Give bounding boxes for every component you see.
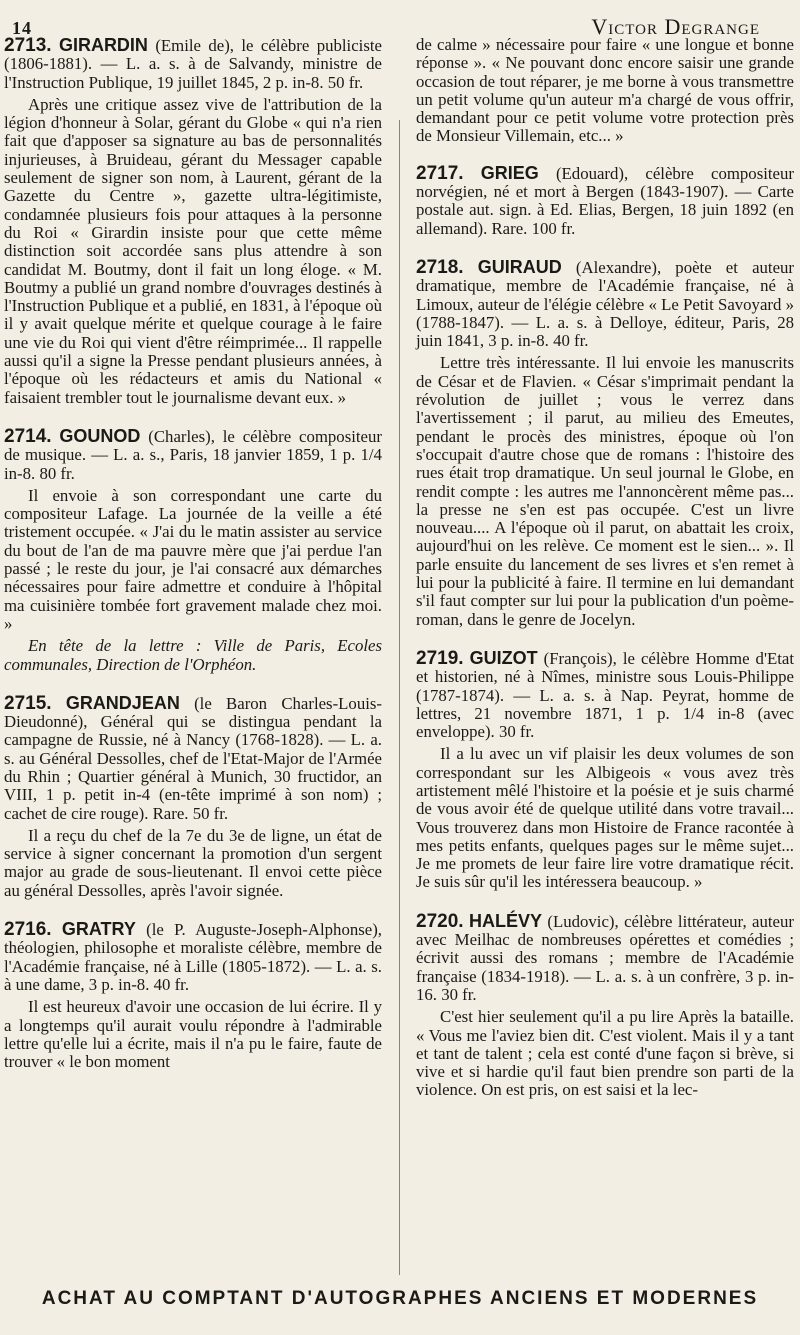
entry-heading: [4, 694, 382, 823]
entry-body: Il a lu avec un vif plaisir les deux volumes de son correspondant sur les Albigeois « vous avez très artistement mêlé l'histoire et la poésie et je suis charmé de vous avoir été de quelque utilité dans votre travail... Vous trouverez dans mon Histoire de France racontée à mes petits enfants, quelques pages sur le même sujet... Je me promets de leur faire lire votre dramatique récit. Je suis sûr qu'il les intéressera beaucoup. »: [416, 744, 794, 892]
entry-description: (François), le célèbre Homme d'Etat et historien, né à Nîmes, ministre sous Louis-Philippe (1787-1874). — L. a. s. à Nap. Peyrat, homme de lettres, 21 novembre 1871, 1 p. 1/4 in-8 (avec enveloppe).: [416, 648, 794, 742]
entry-number: 2718.: [416, 256, 464, 278]
entry-body: C'est hier seulement qu'il a pu lire Après la bataille. « Vous me l'aviez bien dit. C'est violent. Mais il y a tant et tant de talent ; cela est conté d'une façon si brève, si vive et si hardie qu'il faut bien prendre son parti de la violence. On est pris, on est saisi et la lec-: [416, 1007, 794, 1100]
entry-number: 2716.: [4, 919, 52, 941]
entry-price: 30 fr.: [441, 984, 477, 1004]
left-column: [4, 36, 382, 1091]
entry-description: (le P. Auguste-Joseph-Alphonse), théologien, philosophe et moraliste célèbre, membre de l'Académie française, né à Lille (1805-1872). — L. a. s. à une dame, 3 p. in-8.: [4, 920, 382, 994]
entry-body: Il envoie à son correspondant une carte du compositeur Lafage. La journée de la veille a été tristement occupée. « J'ai du le matin assister au service du bout de l'an de ma pauvre mère que j'ai perdue l'an passé ; le reste du jour, je l'ai consacré aux démarches nécessaires pour faire admettre et conduire à l'hôpital ma cuisinière tombée fort gravement malade chez moi. »: [4, 485, 382, 633]
entry-name: GIRARDIN: [58, 35, 148, 55]
entry-number: 2714.: [4, 425, 52, 447]
entry-description: (Ludovic), célèbre littérateur, auteur avec Meilhac de nombreuses opérettes et comédies ; écrivit aussi des romans ; membre de l'Académie française (1834-1918). — L. a. s. à un confrère, 3 p. in-16.: [416, 911, 794, 1004]
catalog-entry-2719: [416, 649, 794, 892]
entry-description: (Emile de), le célèbre publiciste (1806-1881). — L. a. s. à de Salvandy, ministre de l'Instruction Publique, 19 juillet 1845, 2 p. in-8.: [4, 36, 382, 92]
entry-heading: [4, 427, 382, 483]
entry-description: (Charles), le célèbre compositeur de musique. — L. a. s., Paris, 18 janvier 1859, 1 p. 1/4 in-8.: [4, 426, 382, 483]
right-column: [416, 36, 794, 1120]
page-footer: ACHAT AU COMPTANT D'AUTOGRAPHES ANCIENS ET MODERNES: [41, 1288, 759, 1309]
entry-heading: [416, 164, 794, 238]
entry-price: 40 fr.: [153, 974, 190, 994]
entry-heading: [416, 258, 794, 350]
entry-body: Lettre très intéressante. Il lui envoie les manuscrits de César et de Flavien. « César s'imprimait pendant la révolution de juillet ; vous le verrez dans l'avertissement ; il parut, au milieu des Emeutes, pendant le procès des ministres, époque où l'on s'occupait d'autre chose que de romans : l'histoire des rues était trop dramatique. Un seul journal le Globe, en rendit compte : les autres me l'annoncèrent même pas... la presse ne s'en est pas occupée. C'est un livre nouveau.... A l'époque où il parut, on abattait les croix, aujourd'hui on les relève. Ce moment est le sien... ». Il parle ensuite du lancement de ses livres et s'en remet à lui pour la publicité à faire. Il termine en lui demandant s'il faut compter sur lui pour la publication d'un poème-roman, dans le genre de Jocelyn.: [416, 353, 794, 629]
catalog-entry-2720: [416, 912, 794, 1100]
entry-heading: [416, 649, 794, 741]
entry-number: 2713.: [4, 35, 52, 56]
entry-price: 80 fr.: [39, 463, 75, 483]
running-head: Victor Degrange: [591, 14, 760, 39]
entry-heading: [416, 912, 794, 1004]
catalog-entry-2717: [416, 164, 794, 238]
page-number: 14: [12, 18, 32, 38]
entry-body: Il est heureux d'avoir une occasion de lui écrire. Il y a longtemps qu'il aurait voulu répondre à l'admirable lettre qu'elle lui a écrite, mais il n'a pu le faire, faute de trouver « le bon moment: [4, 997, 382, 1072]
entry-name: GOUNOD: [59, 425, 141, 446]
catalog-entry-2713: [4, 36, 382, 407]
entry-description: (Edouard), célèbre compositeur norvégien, né et mort à Bergen (1843-1907). — Carte postale aut. sign. à Ed. Elias, Bergen, 18 juin 1892 (en allemand). Rare.: [416, 163, 794, 238]
entry-heading: [4, 36, 382, 92]
entry-name: GUIRAUD: [477, 256, 562, 277]
entry-number: 2715.: [4, 692, 52, 714]
entry-description: (le Baron Charles-Louis-Dieudonné), Général qui se distingua pendant la campagne de Russie, né à Nancy (1768-1828). — L. a. s. au Général Dessolles, chef de l'Etat-Major de l'Armée du Rhin ; Quartier général à Munich, 30 fructidor, an VIII, 1 p. petit in-4 (en-tête imprimé à son nom) ; cachet de cire rouge). Rare.: [4, 693, 382, 823]
entry-price: 30 fr.: [498, 722, 535, 742]
entry-price: 50 fr.: [327, 72, 364, 92]
entry-price: 100 fr.: [531, 218, 576, 238]
entry-body: Il a reçu du chef de la 7e du 3e de ligne, un état de service à signer concernant la promotion d'un sergent major au grade de sous-lieutenant. Il envoi cette pièce au général Dessolles, après l'avoir signée.: [4, 825, 382, 900]
entry-name: GUIZOT: [469, 647, 538, 668]
entry-price: 50 fr.: [192, 803, 229, 823]
catalog-entry-2714: [4, 427, 382, 674]
entry-number: 2719.: [416, 647, 464, 669]
entry-number: 2717.: [416, 162, 464, 184]
entry-body: Après une critique assez vive de l'attribution de la légion d'honneur à Solar, gérant du Globe « qui n'a rien fait que d'apposer sa signature au bas de personnalités injurieuses, à Bruideau, gérant du Messager capable seulement de signer son nom, à Laurent, gérant de la Gazette du Centre », gazette ultra-légitimiste, condamnée plusieurs fois pour attaques à la personne du Roi « Girardin insiste pour que cette même distinction soit accordée sans plus attendre à son candidat M. Boutmy, dont il fait un long éloge. « M. Boutmy a publié un grand nombre d'ouvrages destinés à l'Instruction Publique et a publié, en 1831, à l'époque où il y avait quelque mérite et quelque courage à le faire une vie du Roi qui vient d'être réimprimée... Il rappelle aussi qu'il a signe la Presse pendant plusieurs années, à l'époque où les rédacteurs et amis du National « faisaient trembler tout le journalisme devant eux. »: [4, 94, 382, 407]
entry-note: En tête de la lettre : Ville de Paris, Ecoles communales, Direction de l'Orphéon.: [4, 636, 382, 674]
entry-price: 40 fr.: [553, 331, 589, 351]
catalog-entry-2718: [416, 258, 794, 629]
catalog-entry-2715: [4, 694, 382, 900]
entry-heading: [4, 920, 382, 994]
entry-description: (Alexandre), poète et auteur dramatique, membre de l'Académie française, né à Limoux, auteur de l'élégie célèbre « Le Petit Savoyard » (1788-1847). — L. a. s. à Delloye, éditeur, Paris, 28 juin 1841, 3 p. in-8.: [416, 257, 795, 351]
entry-name: GRANDJEAN: [65, 692, 180, 713]
entry-name: GRIEG: [480, 162, 539, 183]
column-divider: [399, 120, 400, 1275]
entry-name: HALÉVY: [468, 910, 542, 931]
entry-name: GRATRY: [61, 919, 136, 940]
entry-number: 2720.: [416, 910, 464, 932]
catalog-entry-2716: [4, 920, 382, 1071]
continued-text: de calme » nécessaire pour faire « une longue et bonne réponse ». « Ne pouvant donc encore saisir une grande occasion de tout réparer, je me borne à vous transmettre un petit volume qu'un auteur m'a chargé de vous offrir, demandant pour ce petit volume votre protection près de Monsieur Villemain, etc... »: [416, 35, 794, 146]
